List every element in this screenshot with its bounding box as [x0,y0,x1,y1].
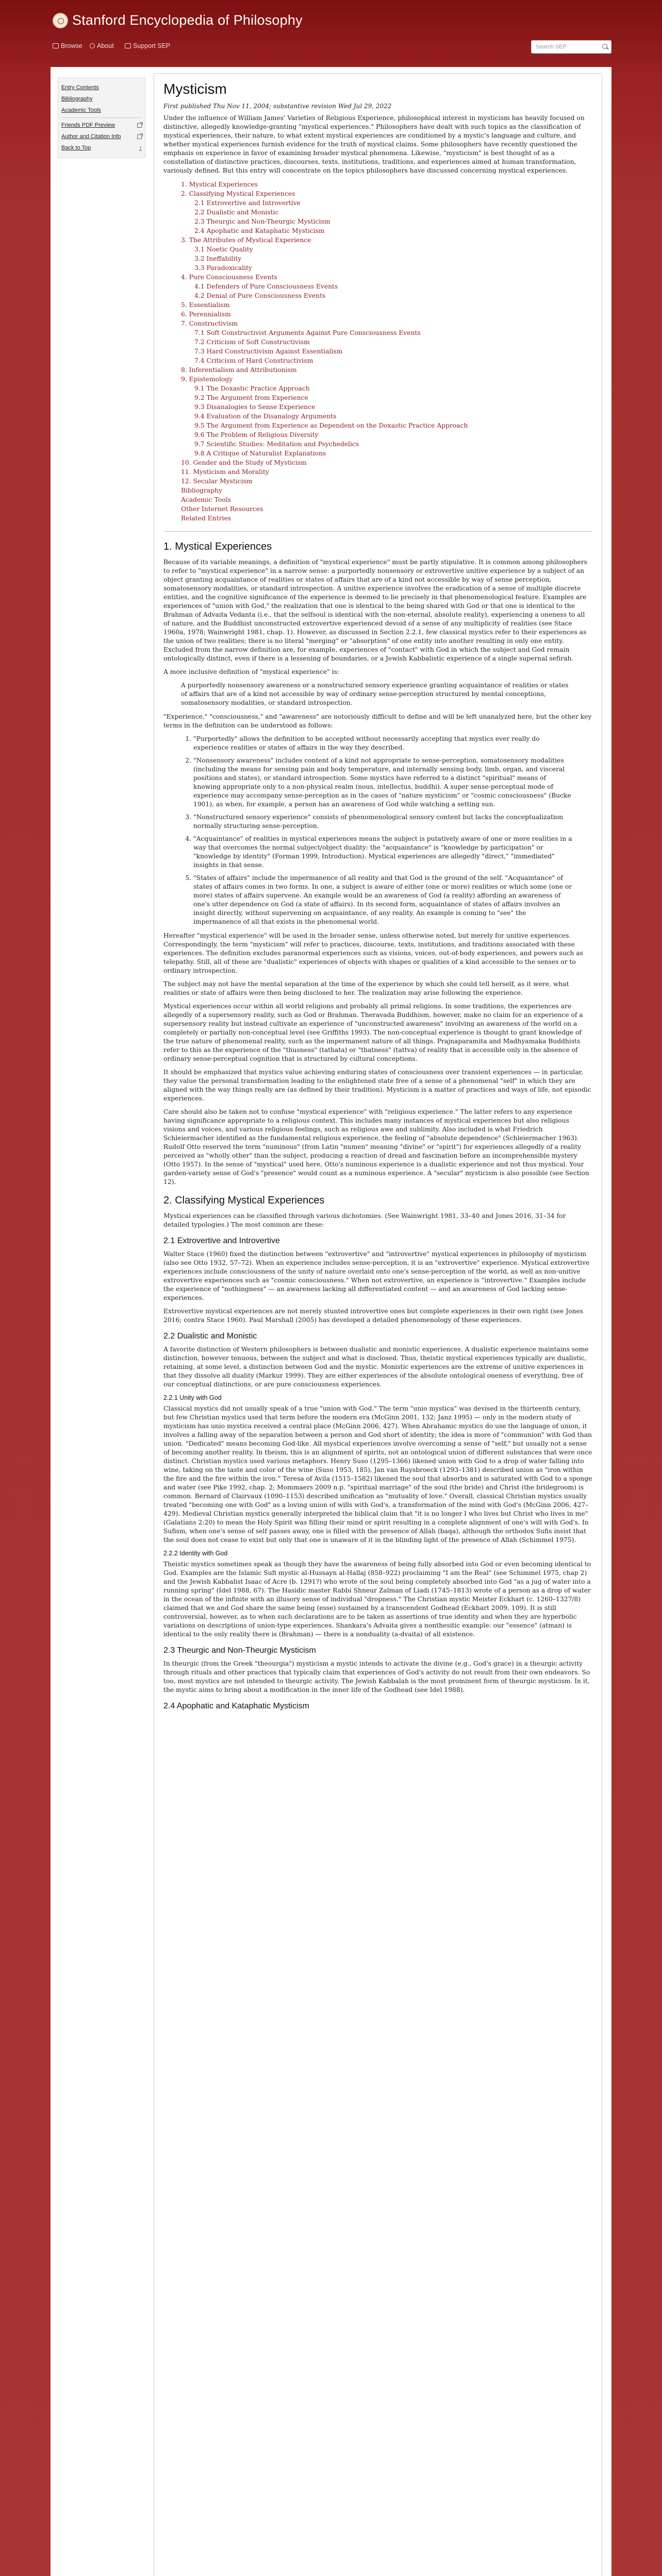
sidebar-bibliography-label: Bibliography [61,96,93,102]
sidebar-back-to-top[interactable] [61,142,142,154]
toc-item[interactable] [194,430,592,439]
toc-link[interactable]: 7.4 Criticism of Hard Constructivism [194,357,313,364]
toc-item[interactable] [194,245,592,254]
toc-link[interactable]: 7.2 Criticism of Soft Constructivism [194,338,310,346]
toc-link[interactable]: 3.3 Paradoxicality [194,264,252,272]
sidebar-bibliography[interactable] [61,93,142,105]
toc-link[interactable]: 1. Mystical Experiences [181,181,258,188]
sidebar-friends-pdf-label: Friends PDF Preview [61,122,115,128]
subsubsection-heading: 2.2.2 Identity with God [163,1550,228,1557]
toc-item[interactable] [194,291,592,300]
toc-item[interactable] [194,208,592,217]
browse-icon [53,43,59,48]
toc-item[interactable] [194,337,592,347]
support-icon [125,43,131,48]
toc-item[interactable] [181,273,592,282]
list-item: 1. "Purportedly" allows the definition to be accepted without necessarily accepting that mystics ever really do experience realities or states of affairs in the way they described. [193,735,575,752]
toc-link[interactable]: 11. Mysticism and Morality [181,468,269,476]
toc-link[interactable]: 9.1 The Doxastic Practice Approach [194,385,310,392]
toc-link[interactable]: 9.5 The Argument from Experience as Dependent on the Doxastic Practice Approach [194,422,468,429]
toc-link[interactable]: 8. Inferentialism and Attributionism [181,366,297,374]
toc-link[interactable]: 3.2 Ineffability [194,255,242,262]
toc-item[interactable] [194,393,592,402]
toc-item[interactable] [181,514,592,523]
toc-item[interactable] [194,384,592,393]
divider [163,531,592,532]
preamble: Under the influence of William James' Varieties of Religious Experience, philosophical interest in mysticism has heavily focused on distinctive, allegedly knowledge-granting "mystical experiences." Philosophers have dealt with such topics as the classification of mystical experiences, their nature, to what extent mystical experiences are conditioned by a mystic's language and culture, and whether mystical experiences furnish evidence for the truth of mystical claims. Some philosophers have recently questioned the emphasis on experience in favor of examining broader mystical phenomena. Likewise, "mysticism" is best thought of as a constellation of distinctive practices, discourses, texts, institutions, traditions, and experiences aimed at human transformation, variously defined. But this entry will concentrate on the topics philosophers have discussed concerning mystical experiences. [163,114,585,174]
toc-link[interactable]: 12. Secular Mysticism [181,478,253,485]
toc-item[interactable] [181,310,592,319]
nav-browse-label: Browse [61,42,82,49]
sidebar-academic-tools[interactable] [61,105,142,116]
toc-item[interactable] [194,412,592,421]
paragraph: "Experience," "consciousness," and "awareness" are notoriously difficult to define and will be left unanalyzed here, but the other key terms in the definition can be understood as follows: [163,713,592,729]
sidebar-divider [61,117,142,118]
toc-link[interactable]: 7.3 Hard Constructivism Against Essentialism [194,348,343,355]
sidebar-author-citation-label: Author and Citation Info [61,133,121,140]
top-navbar [51,39,611,56]
toc-link[interactable]: 2.3 Theurgic and Non-Theurgic Mysticism [194,218,330,225]
toc-item[interactable] [194,328,592,337]
paragraph: It should be emphasized that mystics value achieving enduring states of consciousness over transient experiences — in particular, they value the personal transformation leading to the enlightened state free of a sense of a phenomenal "self" in which they are aligned with the way things really are (as defined by their tradition). Mysticism is a matter of practices and ways of life, not episodic experiences. [163,1069,591,1102]
toc-item[interactable] [181,495,592,504]
toc-link[interactable]: 2.2 Dualistic and Monistic [194,209,279,216]
nav-about-label: About [97,42,114,49]
toc-item[interactable] [194,347,592,356]
toc-link[interactable]: 6. Perennialism [181,311,231,318]
toc-link[interactable]: 9.6 The Problem of Religious Diversity [194,431,319,438]
sidebar-author-citation[interactable] [61,131,142,142]
subsection-heading: 2.2 Dualistic and Monistic [163,1332,257,1341]
subsubsection-heading: 2.2.1 Unity with God [163,1394,222,1401]
toc-link[interactable]: 9.4 Evaluation of the Disanalogy Arguments [194,413,337,420]
toc-item[interactable] [181,300,592,310]
sidebar-entry-contents-label: Entry Contents [61,84,99,91]
definition-quote: A purportedly nonsensory awareness or a nonstructured sensory experience granting acquaintance of realities or states of affairs that are of a kind not accessible by way of ordinary sense-perception structured by mental conceptions, somatosensory modalities, or standard introspection. [181,682,569,706]
page-title: Mysticism [163,81,227,97]
toc-item[interactable] [194,282,592,291]
toc-item[interactable] [194,254,592,263]
search-input[interactable] [531,40,611,54]
nav-about[interactable] [90,42,114,49]
info-icon [90,43,95,48]
toc-item[interactable] [194,356,592,365]
toc-link[interactable]: 9.3 Disanalogies to Sense Experience [194,403,316,411]
table-of-contents [181,180,592,523]
subsection-heading: 2.4 Apophatic and Kataphatic Mysticism [163,1702,309,1710]
search-icon[interactable] [602,43,609,50]
toc-link[interactable]: 7. Constructivism [181,320,238,327]
toc-item[interactable] [181,319,592,328]
sidebar-academic-tools-label: Academic Tools [61,107,101,113]
toc-link[interactable]: 4.2 Denial of Pure Consciousness Events [194,292,326,299]
paragraph: A favorite distinction of Western philosophers is between dualistic and monistic experiences. A dualistic experience maintains some distinction, however tenuous, between the subject and what is disclosed. Thus, theistic mystical experiences typically are dualistic, retaining, at some level, a distinction between God and the mystic. Monistic experiences are the extreme of unitive experiences in that they dissolve all duality (Markur 1999). They are either experiences of the absolute ontological oneness of everything, free of our conceptual distinctions, or are pure consciousness experiences. [163,1346,589,1388]
toc-item[interactable] [194,439,592,449]
search-placeholder: Search SEP [536,44,567,50]
paragraph: In theurgic (from the Greek "theourgia") mysticism a mystic intends to activate the divine (e.g., God's grace) in a theurgic activity through rituals and other practices that typically claim that experiences of God's activity do not result from their own endeavors. So too, most mystics are not intended to theurgic activity. The Jewish Kabbalah is the most prominent form of theurgic mysticism. In it, the mystic aims to bring about a modification in the inner life of the Godhead (see Idel 1988). [163,1660,590,1693]
toc-link[interactable]: Other Internet Resources [181,505,263,513]
nav-support-label: Support SEP [133,42,171,49]
paragraph: Mystical experiences can be classified through various dichotomies. (See Wainwright 1981, 33–40 and Jones 2016, 31–34 for detailed typologies.) The most common are these: [163,1212,566,1228]
list-item: 5. "States of affairs" include the impermanence of all reality and that God is the ground of the self. "Acquaintance" of states of affairs comes in two forms. In one, a subject is aware of either (one or more) realities or which some (one or more) states of affairs supervene. An example would be an awareness of God (a reality) affording an awareness of one's utter dependence on God (a state of affairs). In its second form, acquaintance of states of affairs involves an insight directly, without supervening on acquaintance, of any reality. An example is coming to "see" the impermanence of all that exists in the phenomenal world. [193,874,575,926]
toc-item[interactable] [194,198,592,208]
toc-item[interactable] [181,467,592,477]
toc-item[interactable] [194,263,592,273]
toc-link[interactable]: 2.1 Extrovertive and Introvertive [194,199,301,207]
toc-link[interactable]: 4. Pure Consciousness Events [181,274,277,281]
sidebar-back-to-top-label: Back to Top [61,145,91,151]
site-logo[interactable] [53,12,303,28]
paragraph: The subject may not have the mental separation at the time of the experience by which she could tell herself, as it were, what realities or state of affairs were then being disclosed to her. The realization may arise following the experience. [163,980,569,996]
sidebar [58,77,145,158]
list-item: 2. "Nonsensory awareness" includes content of a kind not appropriate to sense-perception, somatosensory modalities (including the means for sensing pain and body temperature, and internally sensing body, limb, organ, and visceral positions and states), or standard introspection. Some mystics have referred to a distinct "spiritual" means of knowing appropriate only to a non-physical realm (nous, intellectus, buddhi). A super sense-perceptual mode of experience may accompany sense-perception as in the cases of "nature mysticism" or "cosmic consciousness" (Bucke 1901), as when, for example, a person has an awareness of God while watching a setting sun. [193,756,575,809]
sidebar-friends-pdf[interactable] [61,120,142,131]
toc-item[interactable] [194,217,592,226]
toc-item[interactable] [181,477,592,486]
article [154,73,602,2576]
site-title[interactable]: Stanford Encyclopedia of Philosophy [72,12,303,28]
toc-link[interactable]: 9.2 The Argument from Experience [194,394,308,401]
toc-link[interactable]: 9.8 A Critique of Naturalist Explanations [194,450,326,457]
site-header [51,0,611,67]
entry-tools [58,77,145,158]
toc-item[interactable] [181,375,592,384]
toc-item[interactable] [181,365,592,375]
paragraph: Classical mystics did not usually speak of a true "union with God." The term "unio mystica" was devised in the thirteenth century, but few Christian mystics used that term before the modern era (McGinn 2001, 132; Janz 1995) — only in the modern study of mysticism has unio mystica received a central place (McGinn 2006, 427). When Abrahamic mystics do use the language of union, it involves a falling away of the separation between a person and God short of identity; the idea is more of "communion" with God than union. "Dedicated" means becoming God-like. All mystical experiences involve overcoming a sense of "self," but usually not a sense of becoming another reality. In theism, this is an alignment of spirits, not an ontological union of different substances that were once distinct. Christian mystics used various metaphors. Henry Suso (1295–1366) likened union with God to a drop of water falling into wine, taking on the taste and color of the wine (Suso 1953, 185), Jan van Ruysbroeck (1293–1381) described union as "iron within the fire and the fire within the iron." Teresa of Avila (1515–1582) likened the soul that absorbs and is saturated with God to a sponge and water (see Pike 1992, chap. 2; Mommaers 2009 n.p. "spiritual marriage" of the soul (the bride) and Christ (the bridegroom) is common. Bernard of Clairvaux (1090–1153) described unification as "mutuality of love." Overall, classical Christian mystics usually treated "becoming one with God" as a loving union of wills with God's, a transformation of the mind with God's (McGinn 2006, 427–429). Medieval Christian mystics generally interpreted the biblical claim that "it is no longer I who lives but Christ who lives in me" (Galatians 2:20) to mean the Holy Spirit was filling their mind or spirit resulting in a complete alignment of one's will with God's. In Sufism, when one's sense of self passes away, one is filled with the presence of Allah (baqa), although the orthodox Sufis insist that the soul does not cease to exist but only that one is unaware of it in the blinding light of the presence of Allah (Schimmel 1975). [163,1405,592,1544]
article-box [154,73,602,2576]
nav-browse[interactable] [53,42,82,49]
section-heading: 2. Classifying Mystical Experiences [163,1195,325,1206]
toc-link[interactable]: 5. Essentialism [181,301,230,309]
toc-link[interactable]: 9. Epistemology [181,376,233,383]
toc-link[interactable]: 9.7 Scientific Studies: Meditation and Psychedelics [194,440,359,448]
paragraph: Walter Stace (1960) fixed the distinction between "extrovertive" and "introvertive" mystical experiences in philosophy of mysticism (also see Otto 1932, 57–72). When an experience includes sense-perception, it is an "extrovertive" experience. Mystical extrovertive experiences include consciousness of the unity of nature overlaid onto one's sense-perception of the world, as well as non-unitive extrovertive experiences such as "cosmic consciousness." When not extrovertive, an experience is "introvertive." Examples include the experience of "nothingness" — an awareness lacking all differentiated content — and an awareness of God lacking sense-experiences. [163,1250,590,1301]
subsection-heading: 2.1 Extrovertive and Introvertive [163,1236,280,1245]
section-heading: 1. Mystical Experiences [163,541,272,552]
arrow-up-icon: ↑ [139,145,142,151]
toc-link[interactable]: 3.1 Noetic Quality [194,246,253,253]
paragraph: Theistic mystics sometimes speak as though they have the awareness of being fully absorbed into God or even becoming identical to God. Examples are the Islamic Sufi mystic al-Hussayn al-Hallaj (858–922) proclaiming "I am the Real" (see Schimmel 1975, chap 2) and the Jewish Kabbalist Isaac of Acre (b. 1291?) who wrote of the soul being completely absorbed into God "as a jug of water into a running spring" (Idel 1988, 67). The Hasidic master Rabbi Shneur Zalman of Liadi (1745–1813) wrote of a person as a drop of water in the ocean of the infinite with an illusory sense of individual "dropness." The Christian mystic Meister Eckhart (c. 1260–1327/8) claimed that we and God share the same being (esse) sustained by a transcendent Godhead (Eckhart 2009, 109). It is still controversial, however, as to when such declarations are to be taken as assertions of true identity and when they are hyperbolic variations on descriptions of union-type experiences. Shankara's Advaita gives a nonthesitic example: our "essence" (atman) is identical to the only reality there is (Brahman) — there is a nonduality (a-dvaita) of all existence. [163,1561,591,1638]
external-link-icon [137,123,142,128]
toc-item[interactable] [181,189,592,198]
toc-item[interactable] [181,458,592,467]
toc-item[interactable] [194,421,592,430]
paragraph: Hereafter "mystical experience" will be used in the broader sense, unless otherwise noted, but merely for unitive experiences. Correspondingly, the term "mysticism" will refer to practices, discourse, texts, institutions, and traditions associated with these experiences. The definition excludes paranormal experiences such as visions, voices, out-of-body experiences, and powers such as telepathy. Still, all of these are "dualistic" experiences of objects with shapes or qualities of a kind accessible to the senses or to ordinary introspection. [163,932,583,974]
toc-link[interactable]: 4.1 Defenders of Pure Consciousness Events [194,283,338,290]
paragraph: Mystical experiences occur within all world religions and probably all primal religions. In some traditions, the experiences are allegedly of a supersensory reality, such as God or Brahman. Theravada Buddhism, however, make no claim for an experience of a supersensory reality but instead cultivate an experience of "unconstructed awareness" involving an awareness of the world on a completely or partially non-conceptual level (see Griffiths 1993). The non-conceptual experience is thought to grant knowledge of the true nature of phenomenal reality, such as the impermanent nature of all things. Prajnaparamita and Madhyamaka Buddhists refer to this as the experience of the "thusness" (tathata) or "thatness" (tattva) of reality that is accessible only in the absence of ordinary sense-perceptual cognition that is structured by cultural conceptions. [163,1003,583,1062]
toc-item[interactable] [181,504,592,514]
paragraph: A more inclusive definition of "mystical experience" is: [163,668,340,675]
paragraph: Extrovertive mystical experiences are not merely stunted introvertive ones but complete experiences in their own right (see Jones 2016; contra Stace 1960). Paul Marshall (2005) has developed a detailed phenomenology of these experiences. [163,1308,584,1324]
sidebar-entry-contents[interactable] [61,82,142,93]
toc-item[interactable] [181,180,592,189]
toc-item[interactable] [194,402,592,412]
content-container [51,67,611,2576]
subsection-heading: 2.3 Theurgic and Non-Theurgic Mysticism [163,1646,316,1655]
toc-link[interactable]: 2.4 Apophatic and Kataphatic Mysticism [194,227,325,234]
sep-seal-icon [53,13,68,28]
list-item: 3. "Nonstructured sensory experience" consists of phenomenological sensory content but lacks the conceptualization normally structuring sense-perception. [193,813,575,831]
toc-item[interactable] [194,449,592,458]
toc-link[interactable]: Academic Tools [181,496,231,503]
toc-link[interactable]: 2. Classifying Mystical Experiences [181,190,295,197]
toc-link[interactable]: 10. Gender and the Study of Mysticism [181,459,307,466]
toc-link[interactable]: 7.1 Soft Constructivist Arguments Against Pure Consciousness Events [194,329,421,336]
toc-link[interactable]: Bibliography [181,487,222,494]
external-link-icon [137,134,142,139]
nav-support[interactable] [125,42,170,49]
definition-list [193,735,575,926]
toc-link[interactable]: Related Entries [181,515,231,522]
toc-item[interactable] [194,226,592,235]
list-item: 4. "Acquaintance" of realities in mystical experiences means the subject is putatively aware of one or more realities in a way that overcomes the normal subject/object duality: the "acquaintance" is "knowledge by participation" or "knowledge by identity" (Forman 1999, Introduction). Mystical experiences are allegedly "direct," "immediated" insights in that sense. [193,835,575,870]
paragraph: Because of its variable meanings, a definition of "mystical experience" must be partly stipulative. It is common among philosophers to refer to "mystical experience" in a narrow sense: a purportedly nonsensory or extrovertive unitive experience by a subject of an object granting acquaintance of realities or states of affairs that are of a kind not accessible by way of sense perception, somatosensory modalities, or standard introspection. A unitive experience involves the eradication of a sense of multiple discrete entities, and the cognitive significance of the experience is deemed to lie precisely in that phenomenological feature. Examples are experiences of "union with God," the realization that one is identical to the being shared with God or that one is identical to the Brahman of Advaita Vedanta (i.e., that the selfsoul is identical with the non-eternal, absolute reality), experiencing a oneness to all of nature, and the Buddhist unconstructed extrovertive experienced devoid of a sense of any multiplicity of realities (see Stace 1960a, 1978; Wainwright 1981, chap. 1). However, as discussed in Section 2.2.1, few classical mystics refer to their experiences as the union of two realities; there is no literal "merging" or "absorption" of one entity into another resulting in only one entity. Excluded from the narrow definition are, for example, experiences of "contact" with God in which the subject and God remain ontologically distinct, even if there is a lessening of boundaries, or a Jewish Kabbalistic experience of a single supernal sefirah. [163,558,587,662]
toc-link[interactable]: 3. The Attributes of Mystical Experience [181,236,311,244]
paragraph: Care should also be taken not to confuse "mystical experience" with "religious experience." The latter refers to any experience having significance appropriate to a religious context. This includes many instances of mystical experiences but also religious visions and voices, and various religious feelings, such as religious awe and sublimity. Also included is what Friedrich Schleiermacher identified as the fundamental religious experience, the feeling of "absolute dependence" (Schleiermacher 1963). Rudolf Otto reserved the term "numinous" (from Latin "numen" meaning "divine" or "spirit") for experiences allegedly of a reality perceived as "wholly other" than the subject, producing a reaction of dread and fascination before an incomprehensible mystery (Otto 1957). In the sense of "mystical" used here, Otto's numinous experience is a dualistic experience and not thus mystical. Your garden-variety sense of God's "presence" would count as a numinous experience. A "secular" mysticism is also possible (see Section 12). [163,1108,589,1185]
toc-item[interactable] [181,486,592,495]
toc-item[interactable] [181,235,592,245]
publication-info: First published Thu Nov 11, 2004; substantive revision Wed Jul 29, 2022 [163,103,392,110]
